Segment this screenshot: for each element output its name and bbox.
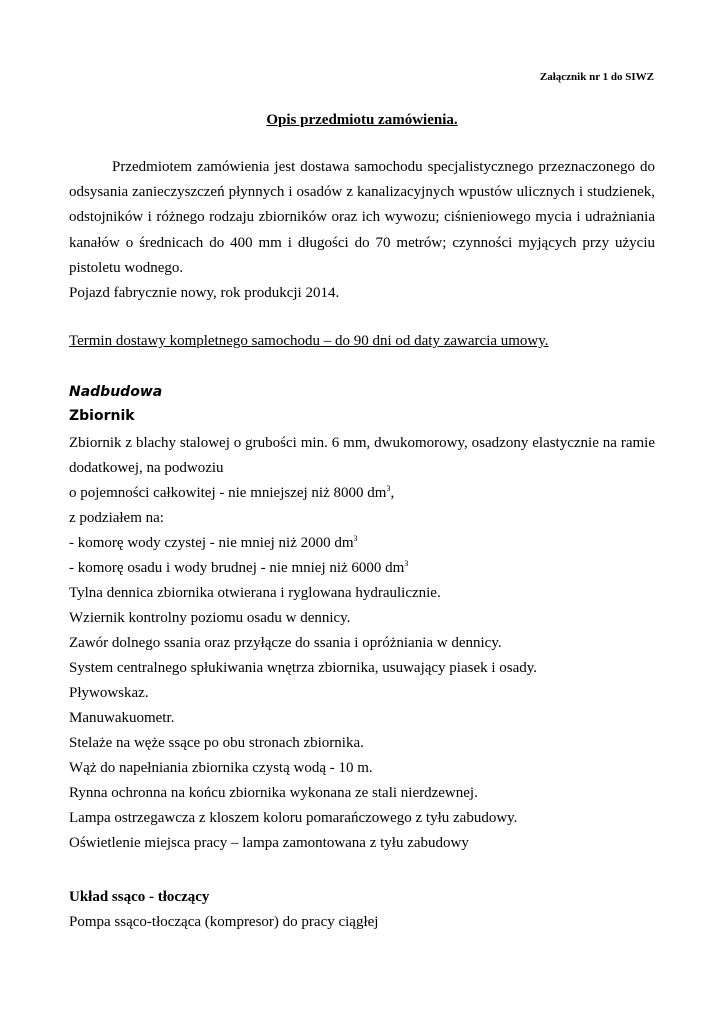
delivery-term: Termin dostawy kompletnego samochodu – do 90 dni od daty zawarcia umowy. xyxy=(69,333,549,349)
list-item: Manuwakuometr. xyxy=(69,710,175,726)
clean-water-chamber xyxy=(69,531,655,556)
intro-section xyxy=(69,155,655,306)
sludge-chamber xyxy=(69,556,655,581)
unit-exponent: 3 xyxy=(404,559,409,568)
tank-specification xyxy=(69,431,655,856)
tank-capacity xyxy=(69,481,655,506)
list-item: Oświetlenie miejsca pracy – lampa zamontowana z tyłu zabudowy xyxy=(69,835,469,851)
list-item: Tylna dennica zbiornika otwierana i ryglowana hydraulicznie. xyxy=(69,585,441,601)
tank-split: z podziałem na: xyxy=(69,510,164,526)
list-item: Stelaże na węże ssące po obu stronach zbiornika. xyxy=(69,735,364,751)
vehicle-note: Pojazd fabrycznie nowy, rok produkcji 2014. xyxy=(69,285,340,302)
list-item: Rynna ochronna na końcu zbiornika wykonana ze stali nierdzewnej. xyxy=(69,785,478,801)
sludge-text: - komorę osadu i wody brudnej - nie mniej niż 6000 dm xyxy=(69,560,405,576)
section-heading: Nadbudowa xyxy=(69,384,163,400)
document-title: Opis przedmiotu zamówienia. xyxy=(266,112,458,128)
list-item: Zawór dolnego ssania oraz przyłącze do ssania i opróżniania w dennicy. xyxy=(69,635,502,651)
list-item: Pływowskaz. xyxy=(69,685,149,701)
list-item: Wąż do napełniania zbiornika czystą wodą - 10 m. xyxy=(69,760,373,776)
section-subheading: Zbiornik xyxy=(69,408,135,424)
clean-water-text: - komorę wody czystej - nie mniej niż 2000 dm xyxy=(69,535,354,551)
suction-pump: Pompa ssąco-tłocząca (kompresor) do pracy ciągłej xyxy=(69,914,379,930)
unit-exponent: 3 xyxy=(353,534,358,543)
tank-capacity-text: o pojemności całkowitej - nie mniejszej niż 8000 dm xyxy=(69,485,387,501)
tank-description: Zbiornik z blachy stalowej o grubości min. 6 mm, dwukomorowy, osadzony elastycznie na ramie dodatkowej, na podwoziu xyxy=(69,435,655,476)
tank-capacity-tail: , xyxy=(390,485,395,501)
suction-heading: Układ ssąco - tłoczący xyxy=(69,889,210,905)
annex-label: Załącznik nr 1 do SIWZ xyxy=(539,71,654,83)
unit-exponent: 3 xyxy=(386,484,391,493)
intro-paragraph: Przedmiotem zamówienia jest dostawa samochodu specjalistycznego przeznaczonego do odsysania zanieczyszczeń płynnych i osadów z kanalizacyjnych wpustów ulicznych i studzienek, odstojników i różnego rodzaju zbiorników oraz ich wywozu; ciśnieniowego mycia i udrażniania kanałów o średnicach do 400 mm i długości do 70 metrów; czynności myjących przy użyciu pistoletu wodnego. xyxy=(69,159,655,276)
list-item: Wziernik kontrolny poziomu osadu w dennicy. xyxy=(69,610,351,626)
list-item: System centralnego spłukiwania wnętrza zbiornika, usuwający piasek i osady. xyxy=(69,660,538,676)
list-item: Lampa ostrzegawcza z kloszem koloru pomarańczowego z tyłu zabudowy. xyxy=(69,810,518,826)
